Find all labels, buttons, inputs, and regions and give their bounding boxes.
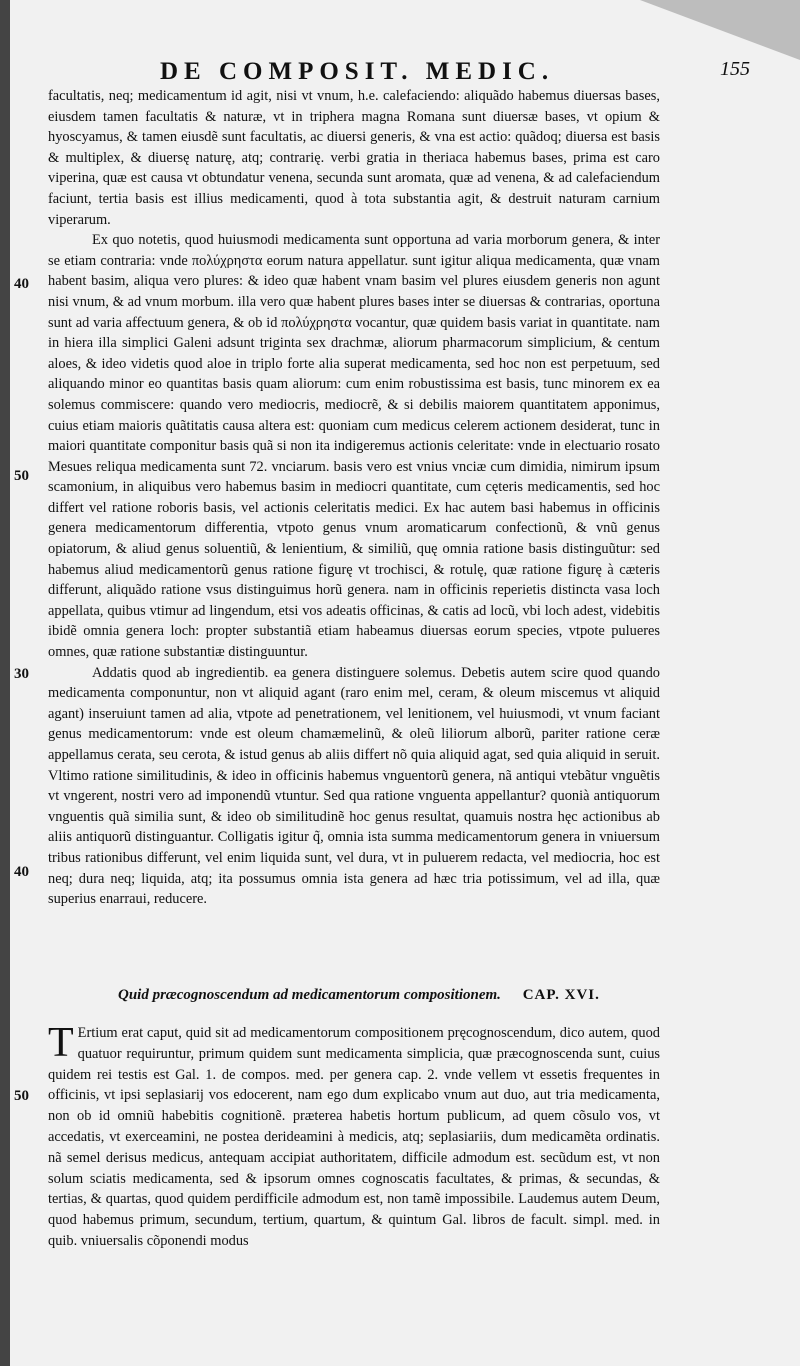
paragraph: Ex quo notetis, quod huiusmodi medicamenta sunt opportuna ad varia morborum genera, & inter se etiam contraria: vnde πολύχρηστα eorum natura appellatur. sunt igitur aliqua medicamenta, quæ vnam habent basim, aliqua vero plures: & ideo quæ habent vnam basim vel plures eiusdem generis non agunt nisi vnum, & ad vnum morbum. illa vero quæ habent plures bases inter se diuersas & contrarias, oportuna sunt ad varia affectuum genera, & ob id πολύχρηστα vocantur, quæ quidem basis variat in quantitate. nam in hiera illa simplici Galeni adsunt triginta sex drachmæ, aliorum pharmacorum simplicium, & centum aloes, & ideo videtis quod aloe in triplo forte alia superat medicamenta, sed hoc non est perpetuum, sed aliquando minor eo quantitas basis quam aliorum: cum enim robustissima est basis, tunc minorem ex ea solemus commiscere: quando vero mediocris, mediocrẽ, & si debilis maiorem quantitatem apponimus, cuius etiam maioris quãtitatis causa altera est: quoniam cum medicus celerem actionem desiderat, tunc in maiori quantitate componitur basis quã si non ita indigeremus actionis celeritate: vnde in electuario rosato Mesues reliqua medicamenta sunt 72. vnciarum. basis vero est vnius vnciæ cum dimidia, nimirum ipsum scamonium, in aliquibus vero habemus basim in mediocri quantitate, cum cęteris medicamentis, sed hoc differt vel ratione roboris basis, vel actionis celeritatis medici. Ex hac autem basi habemus in officinis genera medicamentorum differentia, vtpoto genus vnum aromaticarum confectionũ, & vnũ genus opiatorum, & aliud genus soluentiũ, & lenientium, & similiũ, quę omnia ratione basis distinguũtur: sed habemus aliud medicamentorũ genus ratione figurę vt trochisci, & rotulę, quæ ratione figurę à cæteris differunt, aliquãdo ratione vsus distinguimus horũ genera. nam in officinis reperietis distincta vasa loch appellata, quibus vtimur ad lingendum, etsi vos adeatis officinas, & catis ad locũ, vbi loch adest, videbitis ibidẽ omnia genera loch: propter substantiã etiam habeamus diuersas eorum species, vtpote pulueres omnes, quæ ratione substantiæ distinguuntur. [48, 232, 660, 661]
margin-line-number: 50 [14, 468, 29, 484]
margin-line-number: 50 [14, 1088, 29, 1104]
running-head: DE COMPOSIT. MEDIC. [160, 58, 555, 85]
chapter-text [48, 1020, 660, 1252]
drop-cap: T [48, 1020, 74, 1066]
margin-line-number: 40 [14, 276, 29, 292]
chapter-heading [118, 987, 678, 1004]
margin-line-number: 40 [14, 864, 29, 880]
chapter-title: Quid præcognoscendum ad medicamentorum compositionem. [118, 987, 501, 1003]
paragraph: Addatis quod ab ingredientib. ea genera distinguere solemus. Debetis autem scire quod quando medicamenta componuntur, non vt aliquid agant (raro enim mel, ceram, & oleum miscemus vt aliquid agant) inseruiunt tamen ad alia, vtpote ad penetrationem, vel lenitionem, vel huiusmodi, vt vnum faciant genus medicamentorum: vnde est oleum chamæmelinũ, & oleũ liliorum alborũ, pariter ratione ceræ appellamus cerata, seu cerota, & istud genus ab aliis differt nõ quia aliquid agat, sed quia aliquid in seruit. Vltimo ratione similitudinis, & ideo in officinis habemus vnguentorũ genera, nã antiqui vtebãtur vnguẽtis vt vngerent, nostri vero ad imponendũ vtuntur. Sed qua ratione vnguenta appellantur? quonià antiquorum vnguentis quã similia sunt, & ideo ob similitudinẽ hoc genus resultat, quamuis nostra hęc actionibus ab aliis antiquorũ distinguantur. Colligatis igitur q̃, omnia ista summa medicamentorum genera in vniuersum tribus rationibus differunt, vel enim liquida sunt, vel dura, vt in puluerem redacta, vel mediocria, hoc est neq; dura neq; liquida, atq; ita possumus omnia ista genera ad hæc tria potissimum, vel ad illa, quæ superius enarraui, reducere. [48, 664, 660, 908]
chapter-number: CAP. XVI. [522, 987, 600, 1003]
main-text [48, 86, 660, 910]
margin-line-number: 30 [14, 666, 29, 682]
page-binding-shadow [0, 0, 10, 1366]
paragraph: facultatis, neq; medicamentum id agit, nisi vt vnum, h.e. calefaciendo: aliquãdo habemus diuersas bases, eiusdem tamen facultatis & naturæ, vt in triphera magna Romana sunt diuersæ bases, vt opium & hyoscyamus, & tamen eiusdẽ sunt facultatis, ac diuersi generis, & vna est actio: quãdoq; diuersa est basis & multiplex, & diuersę naturę, atq; contrarię. verbi gratia in theriaca habemus bases, prima est caro viperina, quæ est causa vt obtundatur venena, secunda sunt aromata, quæ ad venena, & ad calefaciendum faciunt, tertia basis est illius medicamenti, quod à tota substantia agit, & destruit naturam carnium viperarum. [48, 88, 660, 228]
chapter-paragraph: Ertium erat caput, quid sit ad medicamentorum compositionem pręcognoscendum, dico autem, quod quatuor requiruntur, primum quidem sunt medicamenta simplicia, quæ præcognoscenda sunt, cuius quidem rei testis est Gal. 1. de compos. med. per genera cap. 2. vnde vellem vt essetis frequentes in officinis, vt ipsi seplasiarij vos edocerent, nam ego dum explicabo vnum aut duo, aut tria medicamenta, non ob id omniũ habebitis cognitionẽ. præterea habetis hortum publicum, ad quem cõsulo vos, vt accedatis, vt exerceamini, ne postea derideamini à medicis, atq; seplasiariis, dum medicamẽta ordinatis. nã semel derisus medicus, antequam accipiat authoritatem, difficile admodum est. secũdum est, vt non solum sciatis medicamenta, sed & ipsorum omnes cognoscatis facultates, & primas, & secundas, & tertias, & quartas, quod quidem perdifficile admodum est, non tamẽ impossibile. Laudemus autem Deum, quod habemus primum, secundum, tertium, quartum, & quintum Gal. libros de facult. simpl. med. in quib. vniuersalis cõponendi modus [48, 1025, 660, 1249]
page-number: 155 [720, 58, 750, 80]
page-header [150, 58, 750, 88]
page-corner [640, 0, 800, 60]
